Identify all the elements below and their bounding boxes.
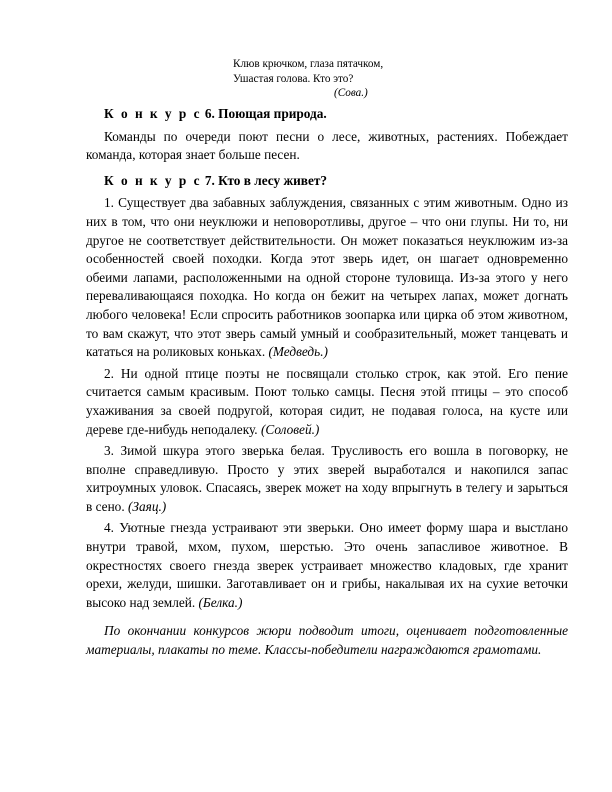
- contest-7-heading: [86, 172, 568, 191]
- contest-6-heading: [86, 105, 568, 124]
- question-1-text: 1. Существует два забавных заблуждения, связанных с этим животным. Одно из них в том, что они неуклюжи и неповоротливы, другое – что они глупы. Ни то, ни другое не соответствует действительности. Он может показаться неуклюжим из-за особенностей своей походки. Когда этот зверь идет, он шагает одновременно обеими лапами, расположенными на одной стороне туловища. Из-за этого у него переваливающаяся походка. Но когда он бежит на четырех лапах, может догнать любого человека! Если спросить работников зоопарка или цирка об этом животном, то вам скажут, что этот зверь самый умный и сообразительный, может танцевать и кататься на роликовых коньках.: [86, 195, 568, 360]
- closing-paragraph: По окончании конкурсов жюри подводит итоги, оценивает подготовленные материалы, плакаты по теме. Классы-победители награждаются грамотами.: [86, 623, 568, 658]
- question-1: [86, 194, 568, 361]
- question-3: [86, 442, 568, 516]
- question-2: [86, 365, 568, 439]
- question-3-text: 3. Зимой шкура этого зверька белая. Трусливость его вошла в поговорку, не вполне справедливую. Просто у этих зверей выработался и накопился запас хитроумных уловок. Спасаясь, зверек может на ходу впрыгнуть в телегу и зарыться в сено.: [86, 443, 568, 514]
- riddle-block: [233, 57, 493, 101]
- contest-7-label: К о н к у р с: [104, 172, 202, 188]
- contest-6-label: К о н к у р с: [104, 106, 202, 121]
- question-4-answer: (Белка.): [198, 594, 243, 610]
- question-4-text: 4. Уютные гнезда устраивают эти зверьки. Оно имеет форму шара и выстлано внутри травой, мхом, пухом, шерстью. Это очень запасливое животное. В окрестностях своего гнезда зверек устраивает множество кладовых, где хранит орехи, желуди, шишки. Заготавливает он и грибы, накалывая их на сухие веточки высоко над землей.: [86, 520, 568, 610]
- question-3-answer: (Заяц.): [127, 498, 167, 514]
- question-4: [86, 519, 568, 612]
- riddle-line-2: Ушастая голова. Кто это?: [233, 72, 354, 85]
- riddle-line-1: Клюв крючком, глаза пятачком,: [233, 58, 384, 70]
- document-body: [86, 105, 568, 660]
- riddle-answer: (Сова.): [334, 87, 368, 100]
- question-2-answer: (Соловей.): [260, 421, 320, 437]
- contest-7-title: 7. Кто в лесу живет?: [201, 172, 328, 188]
- question-2-text: 2. Ни одной птице поэты не посвящали столько строк, как этой. Его пение считается самым красивым. Поют только самцы. Песня этой птицы – это способ ухаживания за своей подругой, которая сидит, не подавая голоса, на кусте или дереве где-нибудь неподалеку.: [86, 365, 568, 437]
- contest-6-title: 6. Поющая природа.: [201, 106, 327, 121]
- question-1-answer: (Медведь.): [268, 344, 328, 360]
- contest-6-text: Команды по очереди поют песни о лесе, животных, растениях. Побеждает команда, которая знает больше песен.: [86, 128, 568, 163]
